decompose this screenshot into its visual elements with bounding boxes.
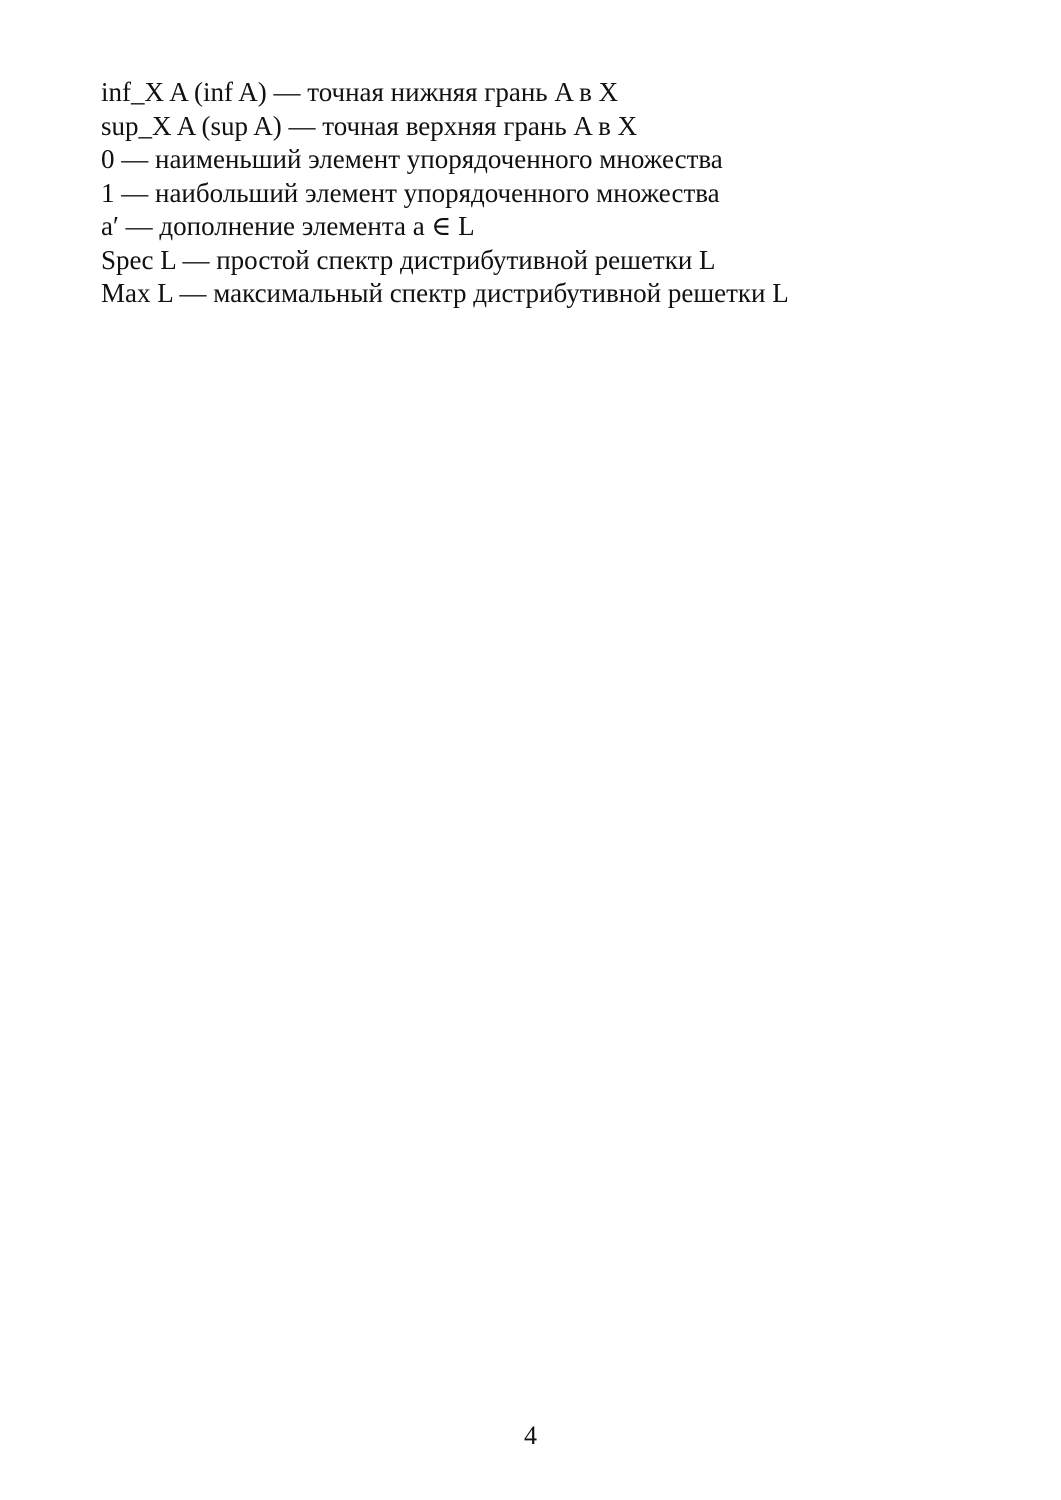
notation-symbol: a′ (101, 211, 119, 241)
notation-description: дополнение элемента a ∈ L (159, 211, 475, 241)
notation-symbol: inf_X A (inf A) (101, 77, 267, 107)
notation-separator: — (118, 211, 160, 241)
notation-separator: — (114, 177, 155, 208)
notation-line (101, 210, 1001, 244)
notation-description: наибольший элемент упорядоченного множества (155, 177, 720, 208)
notation-description: наименьший элемент упорядоченного множества (155, 144, 723, 174)
notation-symbol: Max L (101, 278, 173, 308)
notation-line (101, 76, 1001, 110)
notation-line (101, 143, 1001, 177)
notation-symbol: 0 (101, 144, 115, 174)
page-number: 4 (524, 1421, 537, 1450)
notation-line (101, 110, 1001, 144)
notation-separator: — (175, 244, 217, 275)
notation-symbol: sup_X A (sup A) (101, 110, 282, 141)
notation-description: простой спектр дистрибутивной решетки L (216, 244, 716, 275)
notation-list (101, 76, 1001, 311)
notation-line (101, 277, 1001, 311)
notation-line (101, 244, 1001, 278)
notation-symbol: Spec L (101, 244, 176, 275)
notation-separator: — (172, 278, 214, 308)
notation-symbol: 1 (101, 177, 115, 208)
notation-separator: — (114, 144, 155, 174)
notation-description: максимальный спектр дистрибутивной решетки L (213, 278, 789, 308)
notation-separator: — (266, 77, 308, 107)
notation-separator: — (281, 110, 323, 141)
notation-line (101, 177, 1001, 211)
notation-description: точная нижняя грань A в X (307, 77, 619, 107)
notation-description: точная верхняя грань A в X (322, 110, 638, 141)
